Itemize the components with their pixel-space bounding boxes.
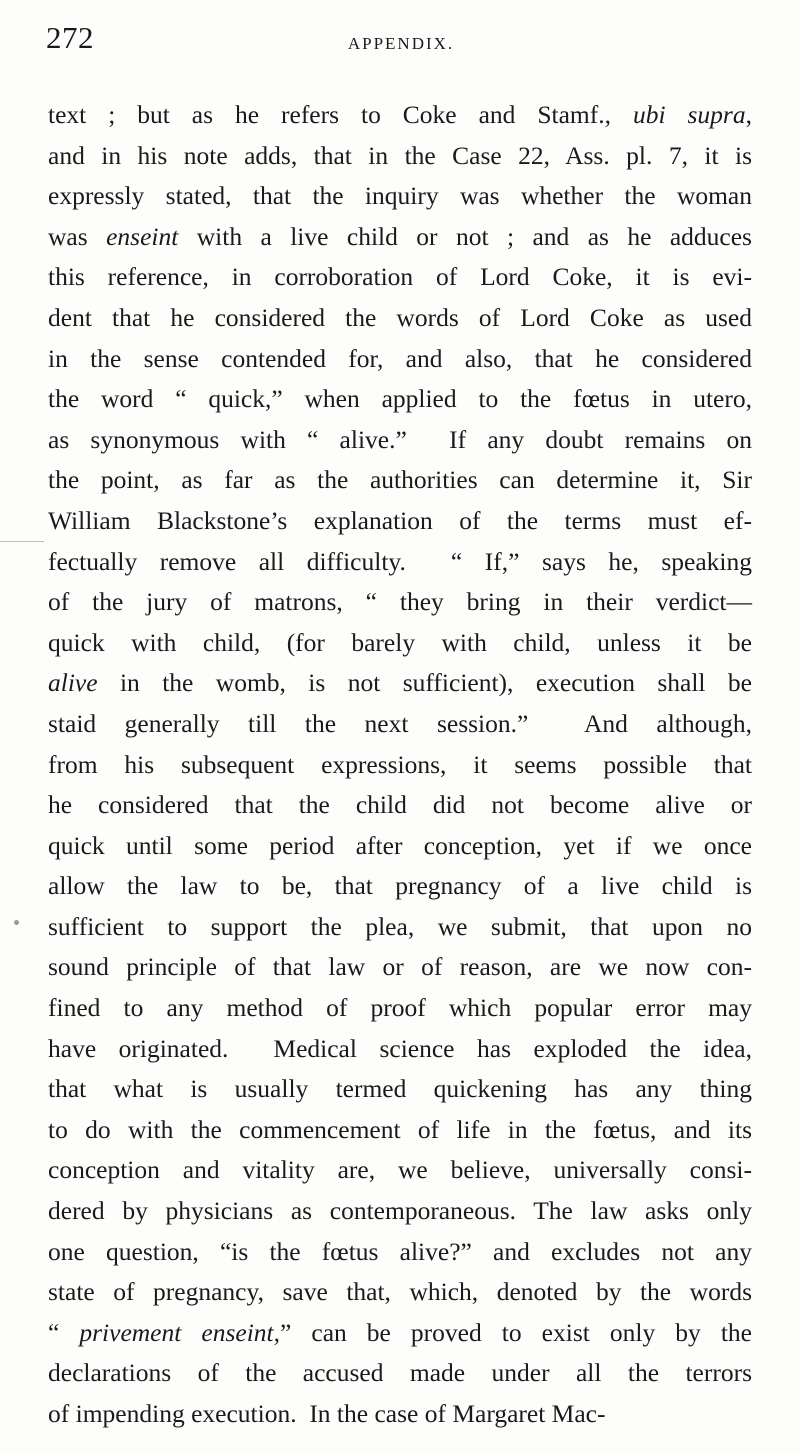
text-line: [48, 907, 752, 948]
text-line: [48, 542, 752, 583]
running-head: APPENDIX.: [347, 34, 455, 53]
text-segment: in the sense contended for, and also, that he considered: [48, 343, 752, 373]
text-line: [48, 1232, 752, 1273]
italic-text: ubi supra: [632, 100, 746, 129]
text-segment: quick with child, (for barely with child, unless it be: [48, 627, 752, 657]
text-segment: dent that he considered the words of Lord Coke as used: [48, 302, 752, 332]
text-line: [48, 1272, 752, 1313]
text-line: [48, 1353, 752, 1394]
page-header: [46, 20, 756, 60]
text-line: [48, 1150, 752, 1191]
text-segment: fined to any method of proof which popular error may: [48, 993, 752, 1023]
text-line: [48, 623, 752, 664]
text-segment: fectually remove all difficulty. “ If,” says he, speaking: [48, 546, 752, 576]
text-line: [48, 1313, 752, 1354]
text-line: [48, 1191, 752, 1232]
text-segment: to do with the commencement of life in the fœtus, and its: [48, 1114, 752, 1144]
text-line: [48, 501, 752, 542]
text-segment: from his subsequent expressions, it seems possible that: [48, 749, 752, 779]
text-segment: of impending execution. In the case of Margaret Mac-: [48, 1399, 606, 1428]
text-segment: of the jury of matrons, “ they bring in their verdict—: [48, 587, 752, 617]
text-segment: in the womb, is not sufficient), execution shall be: [97, 668, 752, 698]
text-line: [48, 1069, 752, 1110]
text-line: [48, 298, 752, 339]
text-segment: and in his note adds, that in the Case 22, Ass. pl. 7, it is: [48, 140, 752, 170]
text-line: [48, 379, 752, 420]
text-line: [48, 582, 752, 623]
text-segment: ” can be proved to exist only by the: [280, 1317, 752, 1347]
text-segment: he considered that the child did not become alive or: [48, 790, 752, 820]
text-segment: have originated. Medical science has exploded the idea,: [48, 1033, 752, 1063]
text-segment: with a live child or not ; and as he adduces: [178, 221, 752, 251]
text-segment: sufficient to support the plea, we submit, that upon no: [48, 911, 752, 941]
text-segment: William Blackstone’s explanation of the terms must ef-: [48, 505, 752, 535]
text-segment: the point, as far as the authorities can determine it, Sir: [48, 465, 752, 495]
text-segment: sound principle of that law or of reason, are we now con-: [48, 952, 752, 982]
text-line: [48, 420, 752, 461]
page-number: 272: [46, 20, 94, 55]
text-segment: that what is usually termed quickening has any thing: [48, 1074, 752, 1104]
text-line: [48, 217, 752, 258]
text-segment: staid generally till the next session.” And although,: [48, 708, 752, 738]
text-line: [48, 1029, 752, 1070]
italic-text: privement enseint,: [79, 1317, 280, 1347]
text-line: [48, 785, 752, 826]
text-line: [48, 257, 752, 298]
text-line: [48, 136, 752, 177]
text-line: [48, 95, 752, 136]
text-segment: was: [48, 221, 107, 251]
text-line: [48, 339, 752, 380]
text-segment: ,: [745, 100, 752, 129]
paper-speck: [14, 920, 19, 925]
text-line: [48, 866, 752, 907]
text-line: [48, 663, 752, 704]
margin-mark: [0, 541, 44, 542]
text-segment: “: [48, 1317, 80, 1347]
text-segment: the word “ quick,” when applied to the fœtus in utero,: [48, 384, 752, 414]
text-segment: expressly stated, that the inquiry was whether the woman: [48, 181, 752, 211]
text-line: [48, 826, 752, 867]
italic-text: alive: [48, 668, 98, 698]
text-segment: quick until some period after conception, yet if we once: [48, 830, 752, 860]
text-line: [48, 1110, 752, 1151]
text-segment: allow the law to be, that pregnancy of a live child is: [48, 871, 752, 901]
text-segment: as synonymous with “ alive.” If any doubt remains on: [48, 424, 752, 454]
text-segment: dered by physicians as contemporaneous. The law asks only: [48, 1196, 752, 1226]
text-segment: conception and vitality are, we believe, universally consi-: [48, 1155, 752, 1185]
text-line: [48, 704, 752, 745]
text-line: [48, 988, 752, 1029]
text-segment: declarations of the accused made under all the terrors: [48, 1358, 752, 1388]
text-line: [48, 176, 752, 217]
text-line: [48, 1394, 752, 1435]
text-line: [48, 745, 752, 786]
text-line: [48, 947, 752, 988]
text-segment: state of pregnancy, save that, which, denoted by the words: [48, 1277, 752, 1307]
text-line: [48, 460, 752, 501]
body-text: [48, 95, 752, 1435]
text-segment: text ; but as he refers to Coke and Stamf.,: [48, 100, 633, 129]
italic-text: enseint: [106, 221, 179, 251]
text-segment: one question, “is the fœtus alive?” and excludes not any: [48, 1236, 752, 1266]
text-segment: this reference, in corroboration of Lord Coke, it is evi-: [48, 262, 752, 292]
